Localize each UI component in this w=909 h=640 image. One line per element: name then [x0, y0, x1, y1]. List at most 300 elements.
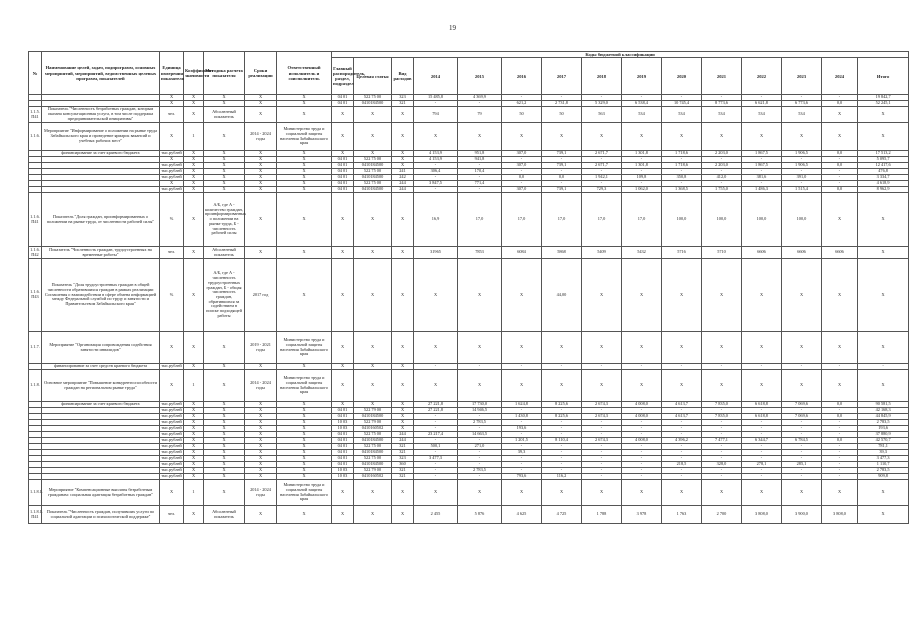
- table-cell: 0410184500: [354, 163, 392, 169]
- table-cell: 6084: [502, 247, 542, 259]
- table-cell: X: [742, 123, 782, 151]
- table-cell: 522 75 00: [354, 95, 392, 101]
- table-cell: 1 515,4: [782, 187, 822, 193]
- table-cell: X: [204, 444, 245, 450]
- table-cell: X: [245, 101, 277, 107]
- table-cell: 951,8: [458, 151, 502, 157]
- table-cell: -: [702, 420, 742, 426]
- table-cell: X: [204, 474, 245, 480]
- row-title-cell: Основное мероприятие "Повышение конкурентоспособности граждан на региональном рынке труда": [42, 370, 160, 402]
- table-cell: 7 835,0: [702, 402, 742, 408]
- table-cell: чел.: [160, 506, 184, 524]
- table-cell: 15 485,8: [414, 95, 458, 101]
- table-cell: -: [822, 364, 858, 370]
- table-cell: X: [204, 187, 245, 193]
- table-cell: X: [782, 332, 822, 364]
- table-cell: -: [702, 456, 742, 462]
- table-cell: 04 01: [332, 450, 354, 456]
- table-cell: 2 700: [702, 506, 742, 524]
- header-cell: 2015: [458, 58, 502, 95]
- table-cell: X: [184, 402, 204, 408]
- table-cell: 39,3: [502, 450, 542, 456]
- table-cell: X: [392, 414, 414, 420]
- table-cell: X: [277, 474, 332, 480]
- table-cell: 244: [392, 187, 414, 193]
- table-cell: 0410184500: [354, 462, 392, 468]
- table-cell: X: [392, 420, 414, 426]
- table-cell: X: [277, 426, 332, 432]
- table-cell: 0410184500: [354, 450, 392, 456]
- table-cell: 04 01: [332, 438, 354, 444]
- table-cell: 1: [184, 123, 204, 151]
- table-cell: 7 835,0: [702, 414, 742, 420]
- table-cell: 7 069,6: [782, 414, 822, 420]
- table-cell: -: [502, 462, 542, 468]
- table-cell: X: [245, 364, 277, 370]
- table-cell: -: [542, 408, 582, 414]
- table-cell: X: [277, 438, 332, 444]
- table-cell: 37 880,9: [858, 432, 909, 438]
- table-cell: X: [277, 462, 332, 468]
- table-cell: 1 906,5: [782, 151, 822, 157]
- table-row: [29, 123, 909, 151]
- table-cell: 8 110,4: [542, 438, 582, 444]
- table-cell: 2 674,3: [582, 414, 622, 420]
- table-cell: 5 329,0: [582, 101, 622, 107]
- table-cell: X: [742, 370, 782, 402]
- table-cell: -: [782, 364, 822, 370]
- table-cell: 04 01: [332, 181, 354, 187]
- table-cell: 04 01: [332, 157, 354, 163]
- table-cell: -: [822, 169, 858, 175]
- table-cell: 244: [392, 181, 414, 187]
- table-cell: 109,8: [622, 175, 662, 181]
- table-cell: 17,0: [582, 193, 622, 247]
- table-cell: 3 978: [622, 506, 662, 524]
- table-cell: 5 876: [458, 506, 502, 524]
- table-cell: 17,0: [458, 193, 502, 247]
- table-cell: тыс.рублей: [161, 449, 182, 455]
- table-cell: 6 344,7: [742, 438, 782, 444]
- table-cell: %: [160, 193, 184, 247]
- table-cell: -: [582, 444, 622, 450]
- table-cell: X: [184, 414, 204, 420]
- table-cell: 1 867,5: [742, 151, 782, 157]
- table-cell: X: [702, 480, 742, 506]
- table-cell: X: [502, 332, 542, 364]
- table-cell: 6606: [782, 247, 822, 259]
- table-cell: 5710: [702, 247, 742, 259]
- table-cell: -: [622, 450, 662, 456]
- table-cell: -: [742, 444, 782, 450]
- table-cell: 2 203,0: [702, 163, 742, 169]
- table-cell: X: [392, 157, 414, 163]
- table-cell: X: [160, 157, 184, 163]
- table-cell: -: [662, 468, 702, 474]
- table-cell: 4 369,9: [458, 95, 502, 101]
- table-cell: X: [245, 414, 277, 420]
- row-title-cell: Мероприятие "Компенсационные выплаты безработным гражданам: социальная адаптация безработных граждан": [42, 480, 160, 506]
- table-cell: Абсолютный показатель: [204, 107, 245, 123]
- table-cell: X: [662, 259, 702, 332]
- table-cell: X: [160, 332, 184, 364]
- page-number: 19: [449, 24, 456, 32]
- table-cell: X: [414, 123, 458, 151]
- table-cell: -: [582, 468, 622, 474]
- table-cell: X: [184, 169, 204, 175]
- table-cell: 2017 год: [245, 259, 277, 332]
- table-cell: -: [542, 462, 582, 468]
- table-cell: 3 808,0: [742, 506, 782, 524]
- table-cell: X: [204, 332, 245, 364]
- table-cell: 285,1: [782, 462, 822, 468]
- table-cell: X: [858, 480, 909, 506]
- table-cell: -: [782, 408, 822, 414]
- table-cell: -: [622, 364, 662, 370]
- table-cell: -: [582, 474, 622, 480]
- table-cell: -: [582, 462, 622, 468]
- table-cell: чел.: [160, 247, 184, 259]
- table-cell: X: [204, 95, 245, 101]
- table-cell: 8 773,6: [702, 101, 742, 107]
- table-cell: X: [332, 193, 354, 247]
- table-cell: -: [662, 157, 702, 163]
- table-cell: тыс.рублей: [161, 425, 182, 431]
- table-cell: X: [702, 123, 742, 151]
- table-cell: X: [502, 480, 542, 506]
- table-cell: X: [204, 370, 245, 402]
- table-cell: 8 962,9: [858, 187, 909, 193]
- table-cell: X: [245, 456, 277, 462]
- table-cell: 307,0: [502, 187, 542, 193]
- table-cell: -: [622, 420, 662, 426]
- table-cell: -: [622, 462, 662, 468]
- table-cell: X: [622, 332, 662, 364]
- table-cell: 6 784,5: [782, 438, 822, 444]
- table-cell: X: [582, 123, 622, 151]
- table-cell: X: [742, 259, 782, 332]
- table-cell: X: [277, 151, 332, 157]
- table-cell: 771,4: [458, 181, 502, 187]
- table-cell: X: [414, 332, 458, 364]
- table-cell: X: [702, 332, 742, 364]
- table-cell: 4 008,0: [622, 414, 662, 420]
- table-cell: -: [822, 456, 858, 462]
- table-cell: X: [277, 247, 332, 259]
- table-cell: 534: [782, 107, 822, 123]
- table-cell: X: [414, 480, 458, 506]
- table-cell: Абсолютный показатель: [204, 247, 245, 259]
- table-cell: 244: [392, 432, 414, 438]
- table-cell: X: [204, 181, 245, 187]
- table-cell: 8 225,6: [542, 414, 582, 420]
- table-cell: -: [502, 408, 542, 414]
- table-cell: 10 745,4: [662, 101, 702, 107]
- table-cell: X: [332, 259, 354, 332]
- table-cell: X: [858, 370, 909, 402]
- header-cell: 2023: [782, 58, 822, 95]
- row-number-cell: 1.1.5. П41: [29, 107, 42, 123]
- table-cell: -: [742, 432, 782, 438]
- table-cell: X: [414, 370, 458, 402]
- table-cell: 739,1: [542, 163, 582, 169]
- table-cell: X: [332, 506, 354, 524]
- table-cell: 4 613,7: [662, 402, 702, 408]
- header-cell: Методика расчета показателя: [204, 52, 245, 95]
- row-title-cell: Показатель "Численность граждан, трудоустроенных на временные работы": [42, 247, 160, 259]
- table-row: [29, 107, 909, 123]
- table-cell: тыс.рублей: [161, 419, 182, 425]
- table-cell: 3 477,3: [858, 456, 909, 462]
- table-cell: X: [245, 169, 277, 175]
- table-cell: 522 75 00: [354, 169, 392, 175]
- table-cell: 500,1: [414, 444, 458, 450]
- table-cell: X: [542, 370, 582, 402]
- table-cell: X: [160, 123, 184, 151]
- table-cell: 4 396,2: [662, 438, 702, 444]
- table-cell: -: [582, 157, 622, 163]
- table-cell: 8 225,6: [542, 402, 582, 408]
- table-cell: 2 731,8: [542, 101, 582, 107]
- row-number-cell: 1.1.6. П43: [29, 259, 42, 332]
- table-cell: X: [277, 157, 332, 163]
- table-cell: 522 79 00: [354, 408, 392, 414]
- table-cell: X: [277, 432, 332, 438]
- table-cell: X: [858, 506, 909, 524]
- table-cell: -: [458, 187, 502, 193]
- table-cell: X: [392, 408, 414, 414]
- table-cell: 476,8: [858, 169, 909, 175]
- table-cell: X: [184, 444, 204, 450]
- table-cell: -: [822, 426, 858, 432]
- table-cell: 4 153,9: [414, 157, 458, 163]
- table-cell: 6606: [742, 247, 782, 259]
- table-cell: тыс.рублей: [161, 461, 182, 467]
- table-cell: 5868: [542, 247, 582, 259]
- table-cell: 0,0: [542, 175, 582, 181]
- table-cell: -: [822, 462, 858, 468]
- table-cell: -: [702, 432, 742, 438]
- table-cell: X: [332, 332, 354, 364]
- table-cell: X: [184, 364, 204, 370]
- table-cell: 1 430,8: [502, 414, 542, 420]
- table-cell: 1 788: [582, 506, 622, 524]
- table-cell: X: [184, 332, 204, 364]
- table-cell: -: [822, 95, 858, 101]
- table-cell: X: [184, 101, 204, 107]
- table-cell: X: [245, 444, 277, 450]
- table-cell: X: [160, 370, 184, 402]
- table-cell: -: [662, 450, 702, 456]
- table-cell: -: [622, 95, 662, 101]
- table-cell: -: [822, 181, 858, 187]
- table-cell: X: [245, 181, 277, 187]
- table-cell: 04 01: [332, 163, 354, 169]
- table-cell: X: [458, 123, 502, 151]
- table-cell: 04 01: [332, 175, 354, 181]
- table-cell: 19 842,7: [858, 95, 909, 101]
- table-cell: X: [204, 480, 245, 506]
- table-cell: 7853: [458, 247, 502, 259]
- table-cell: X: [354, 247, 392, 259]
- table-cell: 14 663,5: [458, 432, 502, 438]
- table-cell: -: [542, 456, 582, 462]
- table-cell: X: [277, 420, 332, 426]
- table-cell: 2 783,5: [858, 468, 909, 474]
- table-cell: 1 906,5: [782, 163, 822, 169]
- table-cell: X: [204, 402, 245, 408]
- table-cell: -: [542, 432, 582, 438]
- table-cell: 321: [392, 101, 414, 107]
- row-number-cell: 1.1.8.: [29, 370, 42, 402]
- table-cell: 0410184500: [354, 101, 392, 107]
- table-cell: -: [742, 426, 782, 432]
- table-cell: 2 674,3: [582, 402, 622, 408]
- table-cell: -: [782, 456, 822, 462]
- table-cell: -: [582, 95, 622, 101]
- table-cell: -: [502, 420, 542, 426]
- table-cell: 793,6: [502, 474, 542, 480]
- table-cell: X: [354, 364, 392, 370]
- table-cell: X: [204, 420, 245, 426]
- table-cell: 27 221,8: [414, 408, 458, 414]
- header-cell: 2016: [502, 58, 542, 95]
- row-title-cell: финансирование за счет средств краевого бюджета: [42, 364, 160, 370]
- table-cell: 42 570,7: [858, 438, 909, 444]
- table-cell: 116,2: [542, 474, 582, 480]
- header-cell: 2024: [822, 58, 858, 95]
- table-cell: X: [662, 480, 702, 506]
- table-cell: 323: [392, 456, 414, 462]
- table-cell: X: [742, 480, 782, 506]
- table-cell: X: [277, 181, 332, 187]
- table-cell: -: [662, 444, 702, 450]
- table-cell: 3 334,7: [858, 175, 909, 181]
- table-cell: 0,0: [822, 438, 858, 444]
- table-cell: X: [354, 151, 392, 157]
- table-cell: -: [702, 181, 742, 187]
- table-cell: 1 942,1: [582, 175, 622, 181]
- table-cell: -: [622, 169, 662, 175]
- table-cell: -: [542, 450, 582, 456]
- table-row: [29, 332, 909, 364]
- table-cell: -: [414, 420, 458, 426]
- table-cell: -: [414, 450, 458, 456]
- table-cell: X: [354, 332, 392, 364]
- table-cell: X: [184, 187, 204, 193]
- table-cell: X: [184, 95, 204, 101]
- table-cell: 739,1: [542, 187, 582, 193]
- table-cell: X: [204, 456, 245, 462]
- table-cell: -: [782, 450, 822, 456]
- header-cell: 2014: [414, 58, 458, 95]
- table-cell: X: [782, 370, 822, 402]
- table-cell: X: [414, 259, 458, 332]
- table-cell: 391,0: [782, 175, 822, 181]
- table-cell: тыс.рублей: [161, 437, 182, 443]
- table-cell: X: [204, 468, 245, 474]
- table-cell: 44 845,9: [858, 414, 909, 420]
- table-cell: X: [702, 370, 742, 402]
- table-cell: 941,8: [458, 157, 502, 163]
- table-cell: X: [822, 480, 858, 506]
- table-cell: X: [184, 175, 204, 181]
- table-cell: 5716: [662, 247, 702, 259]
- table-cell: 31965: [414, 247, 458, 259]
- table-cell: 27 221,8: [414, 402, 458, 408]
- table-cell: X: [277, 402, 332, 408]
- table-cell: X: [662, 332, 702, 364]
- table-cell: 244: [392, 438, 414, 444]
- table-cell: 0,0: [822, 414, 858, 420]
- table-cell: X: [392, 506, 414, 524]
- table-cell: X: [392, 332, 414, 364]
- table-cell: 04 01: [332, 187, 354, 193]
- table-cell: 04 01: [332, 408, 354, 414]
- table-cell: X: [858, 259, 909, 332]
- table-cell: -: [458, 474, 502, 480]
- table-cell: -: [702, 474, 742, 480]
- table-cell: X: [332, 107, 354, 123]
- table-cell: -: [582, 169, 622, 175]
- table-cell: тыс.рублей: [161, 363, 182, 369]
- table-cell: -: [414, 474, 458, 480]
- table-cell: -: [502, 181, 542, 187]
- table-cell: X: [277, 364, 332, 370]
- table-cell: X: [622, 259, 662, 332]
- table-cell: 241: [392, 169, 414, 175]
- table-cell: X: [458, 480, 502, 506]
- table-cell: X: [277, 450, 332, 456]
- table-cell: 321: [392, 450, 414, 456]
- table-cell: -: [702, 444, 742, 450]
- table-cell: -: [458, 456, 502, 462]
- table-cell: -: [858, 364, 909, 370]
- table-cell: X: [277, 163, 332, 169]
- table-cell: -: [502, 444, 542, 450]
- table-cell: X: [184, 506, 204, 524]
- table-cell: X: [245, 432, 277, 438]
- table-cell: X: [277, 259, 332, 332]
- table-cell: -: [782, 157, 822, 163]
- table-cell: 522 75 00: [354, 444, 392, 450]
- table-cell: X: [822, 107, 858, 123]
- table-cell: 10 03: [332, 468, 354, 474]
- table-cell: X: [184, 426, 204, 432]
- table-body: [29, 95, 909, 524]
- header-cell: Главный распорядитель, раздел, подраздел: [332, 58, 354, 95]
- table-cell: -: [662, 456, 702, 462]
- table-cell: X: [458, 332, 502, 364]
- table-cell: 16,9: [414, 193, 458, 247]
- table-cell: 2 203,0: [702, 151, 742, 157]
- table-cell: X: [542, 123, 582, 151]
- table-cell: -: [742, 456, 782, 462]
- table-cell: 522 75 00: [354, 432, 392, 438]
- table-cell: X: [662, 370, 702, 402]
- table-cell: 729,3: [582, 187, 622, 193]
- table-cell: X: [184, 151, 204, 157]
- table-cell: 328,0: [702, 462, 742, 468]
- row-title-cell: финансирование за счет краевого бюджета: [42, 151, 160, 157]
- table-row: [29, 506, 909, 524]
- table-cell: X: [354, 506, 392, 524]
- table-cell: -: [822, 420, 858, 426]
- table-cell: -: [742, 169, 782, 175]
- table-cell: X: [392, 151, 414, 157]
- table-cell: X: [160, 95, 184, 101]
- table-cell: 52 245,1: [858, 101, 909, 107]
